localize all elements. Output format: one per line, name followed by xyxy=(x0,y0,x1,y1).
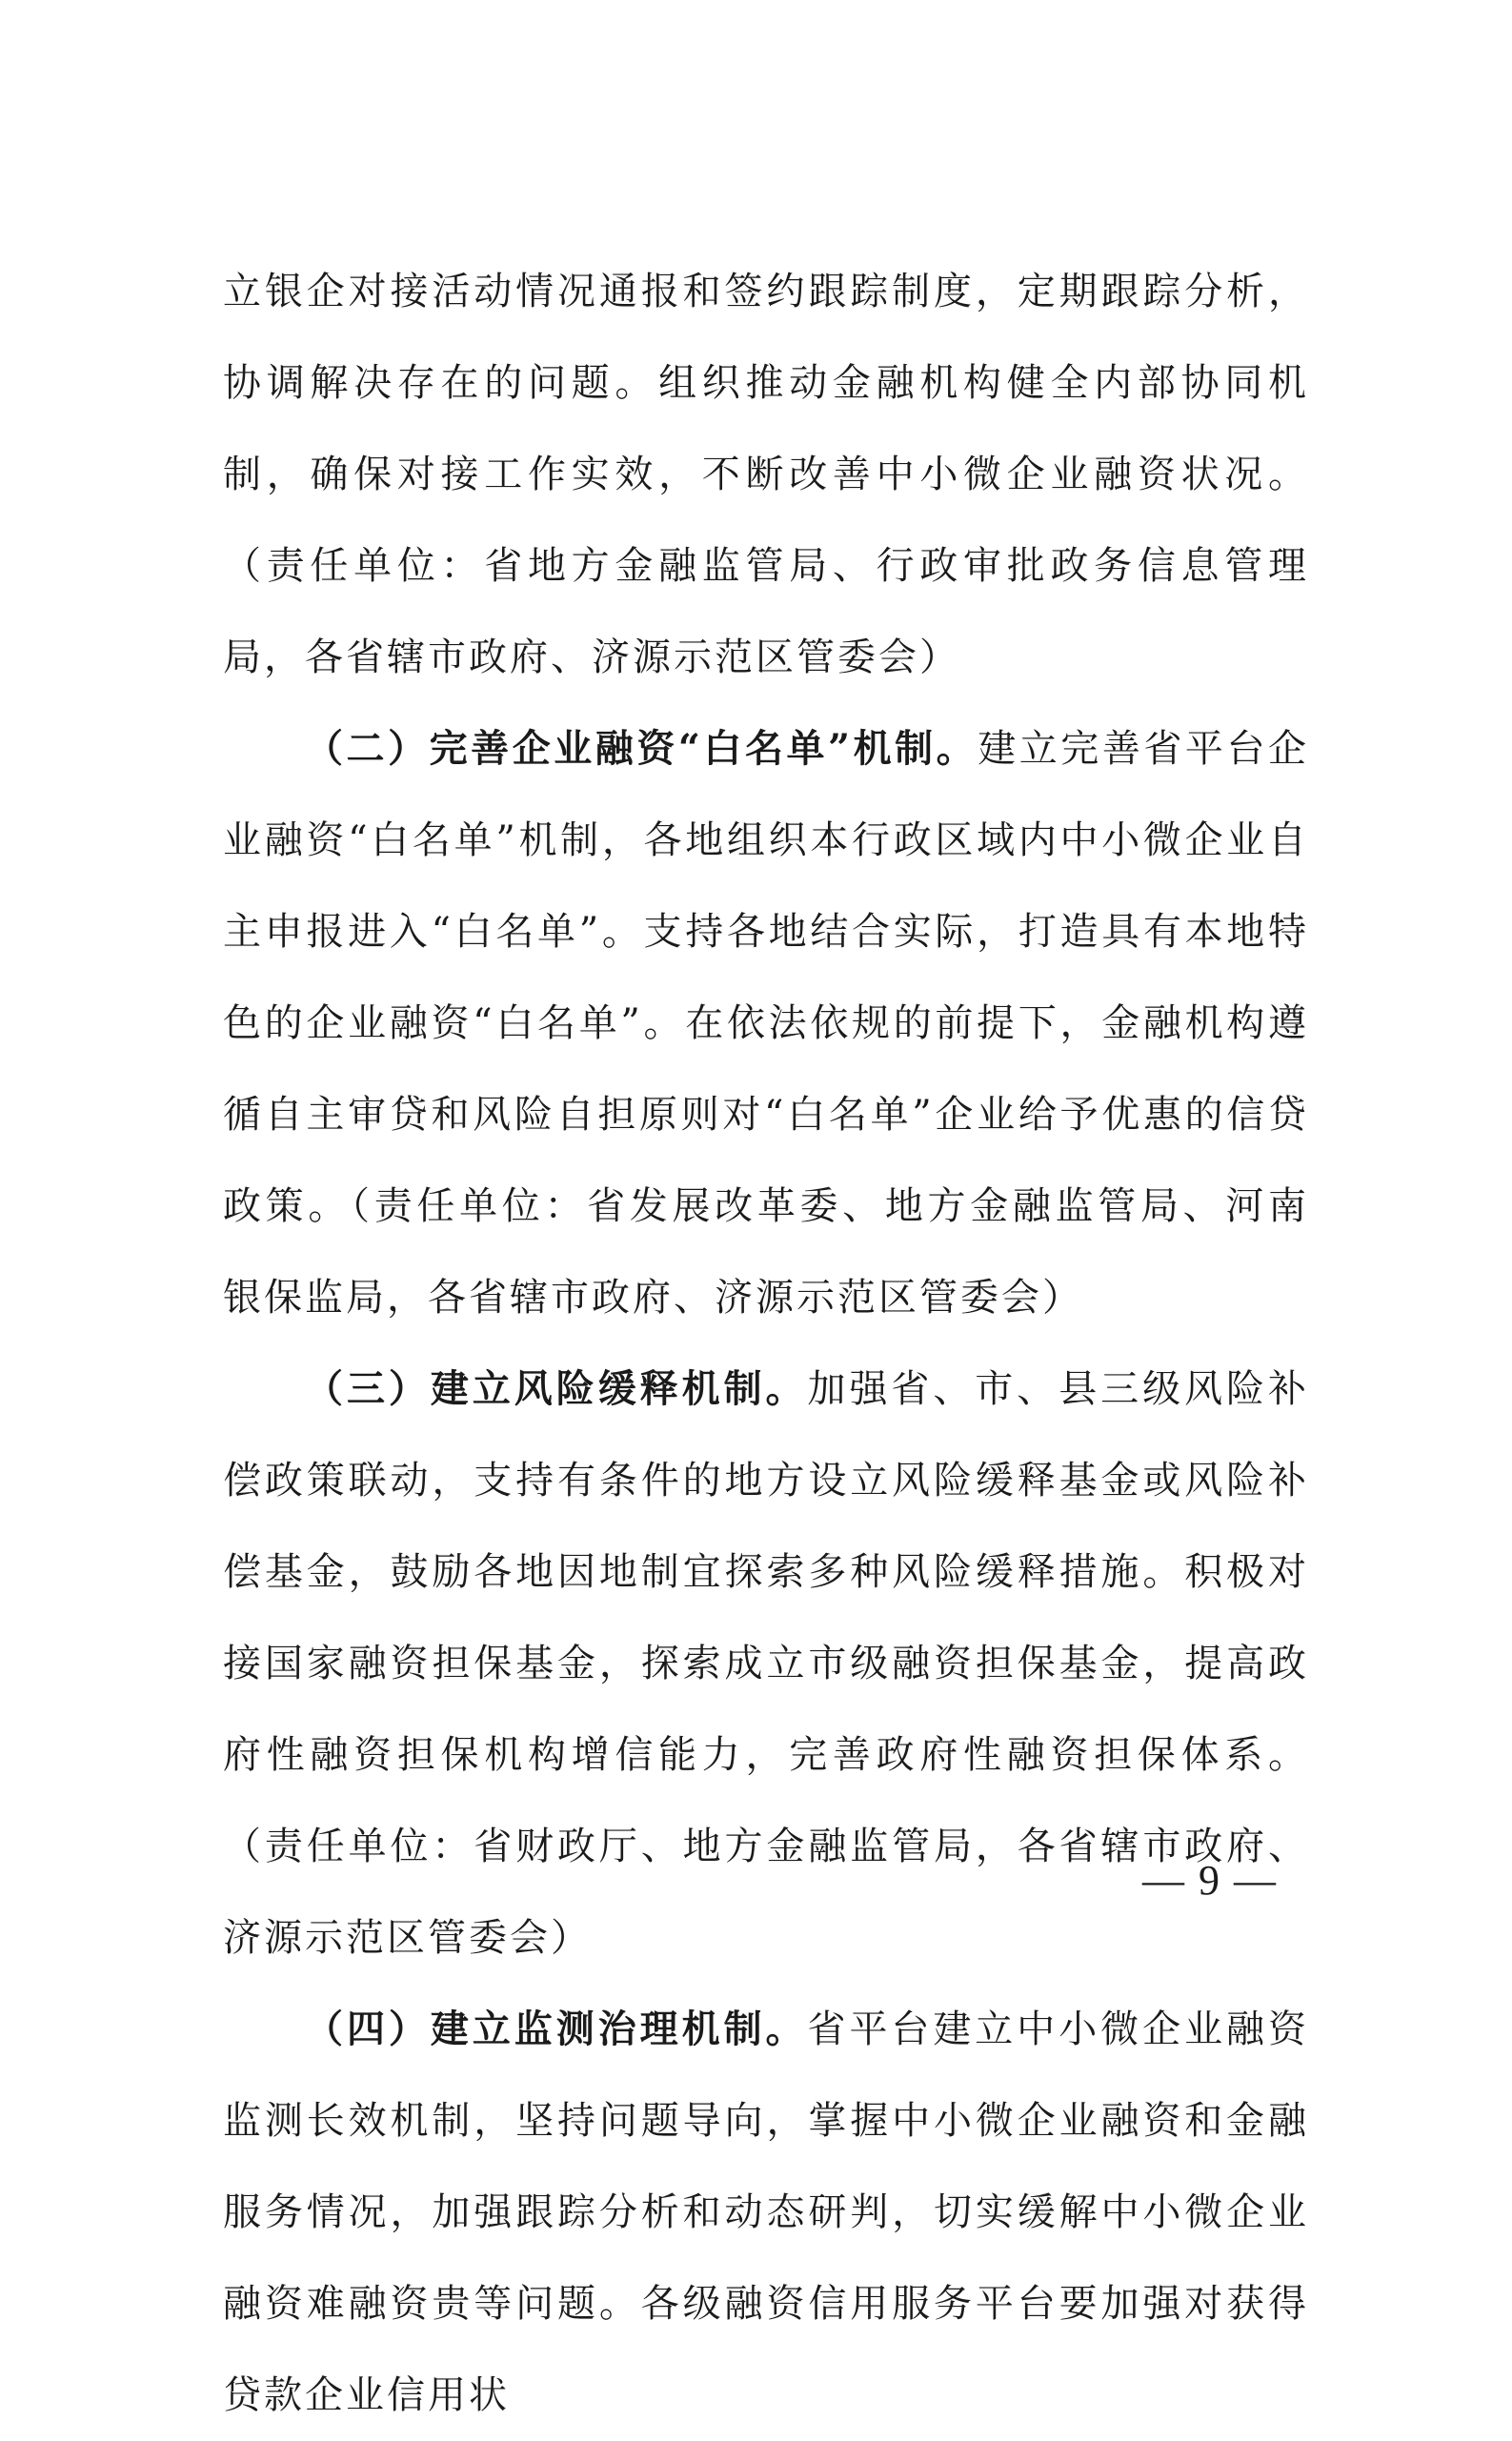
paragraph-text: 建立完善省平台企业融资“白名单”机制，各地组织本行政区域内中小微企业自主申报进入“白名单”。支持各地结合实际，打造具有本地特色的企业融资“白名单”。在依法依规的前提下，金融机构遵循自主审贷和风险自担原则对“白名单”企业给予优惠的信贷政策。（责任单位：省发展改革委、地方金融监管局、河南银保监局，各省辖市政府、济源示范区管委会） xyxy=(223,727,1310,1320)
body-text xyxy=(223,246,1309,2441)
paragraph-section-2 xyxy=(223,703,1309,1343)
section-heading-3: （三）建立风险缓释机制。 xyxy=(305,1366,808,1411)
paragraph-section-4 xyxy=(223,1984,1309,2441)
page-number: — 9 — xyxy=(1142,1857,1278,1904)
section-heading-4: （四）建立监测治理机制。 xyxy=(305,2007,808,2051)
paragraph-continuation xyxy=(223,246,1309,703)
paragraph-text: 加强省、市、县三级风险补偿政策联动，支持有条件的地方设立风险缓释基金或风险补偿基金，鼓励各地因地制宜探索多种风险缓释措施。积极对接国家融资担保基金，探索成立市级融资担保基金，提高政府性融资担保机构增信能力，完善政府性融资担保体系。（责任单位：省财政厅、地方金融监管局，各省辖市政府、济源示范区管委会） xyxy=(223,1367,1310,1960)
paragraph-text: 立银企对接活动情况通报和签约跟踪制度，定期跟踪分析，协调解决存在的问题。组织推动金融机构健全内部协同机制，确保对接工作实效，不断改善中小微企业融资状况。（责任单位：省地方金融监管局、行政审批政务信息管理局，各省辖市政府、济源示范区管委会） xyxy=(223,270,1309,679)
paragraph-text: 省平台建立中小微企业融资监测长效机制，坚持问题导向，掌握中小微企业融资和金融服务情况，加强跟踪分析和动态研判，切实缓解中小微企业融资难融资贵等问题。各级融资信用服务平台要加强对获得贷款企业信用状 xyxy=(223,2007,1310,2417)
section-heading-2: （二）完善企业融资“白名单”机制。 xyxy=(305,726,978,771)
